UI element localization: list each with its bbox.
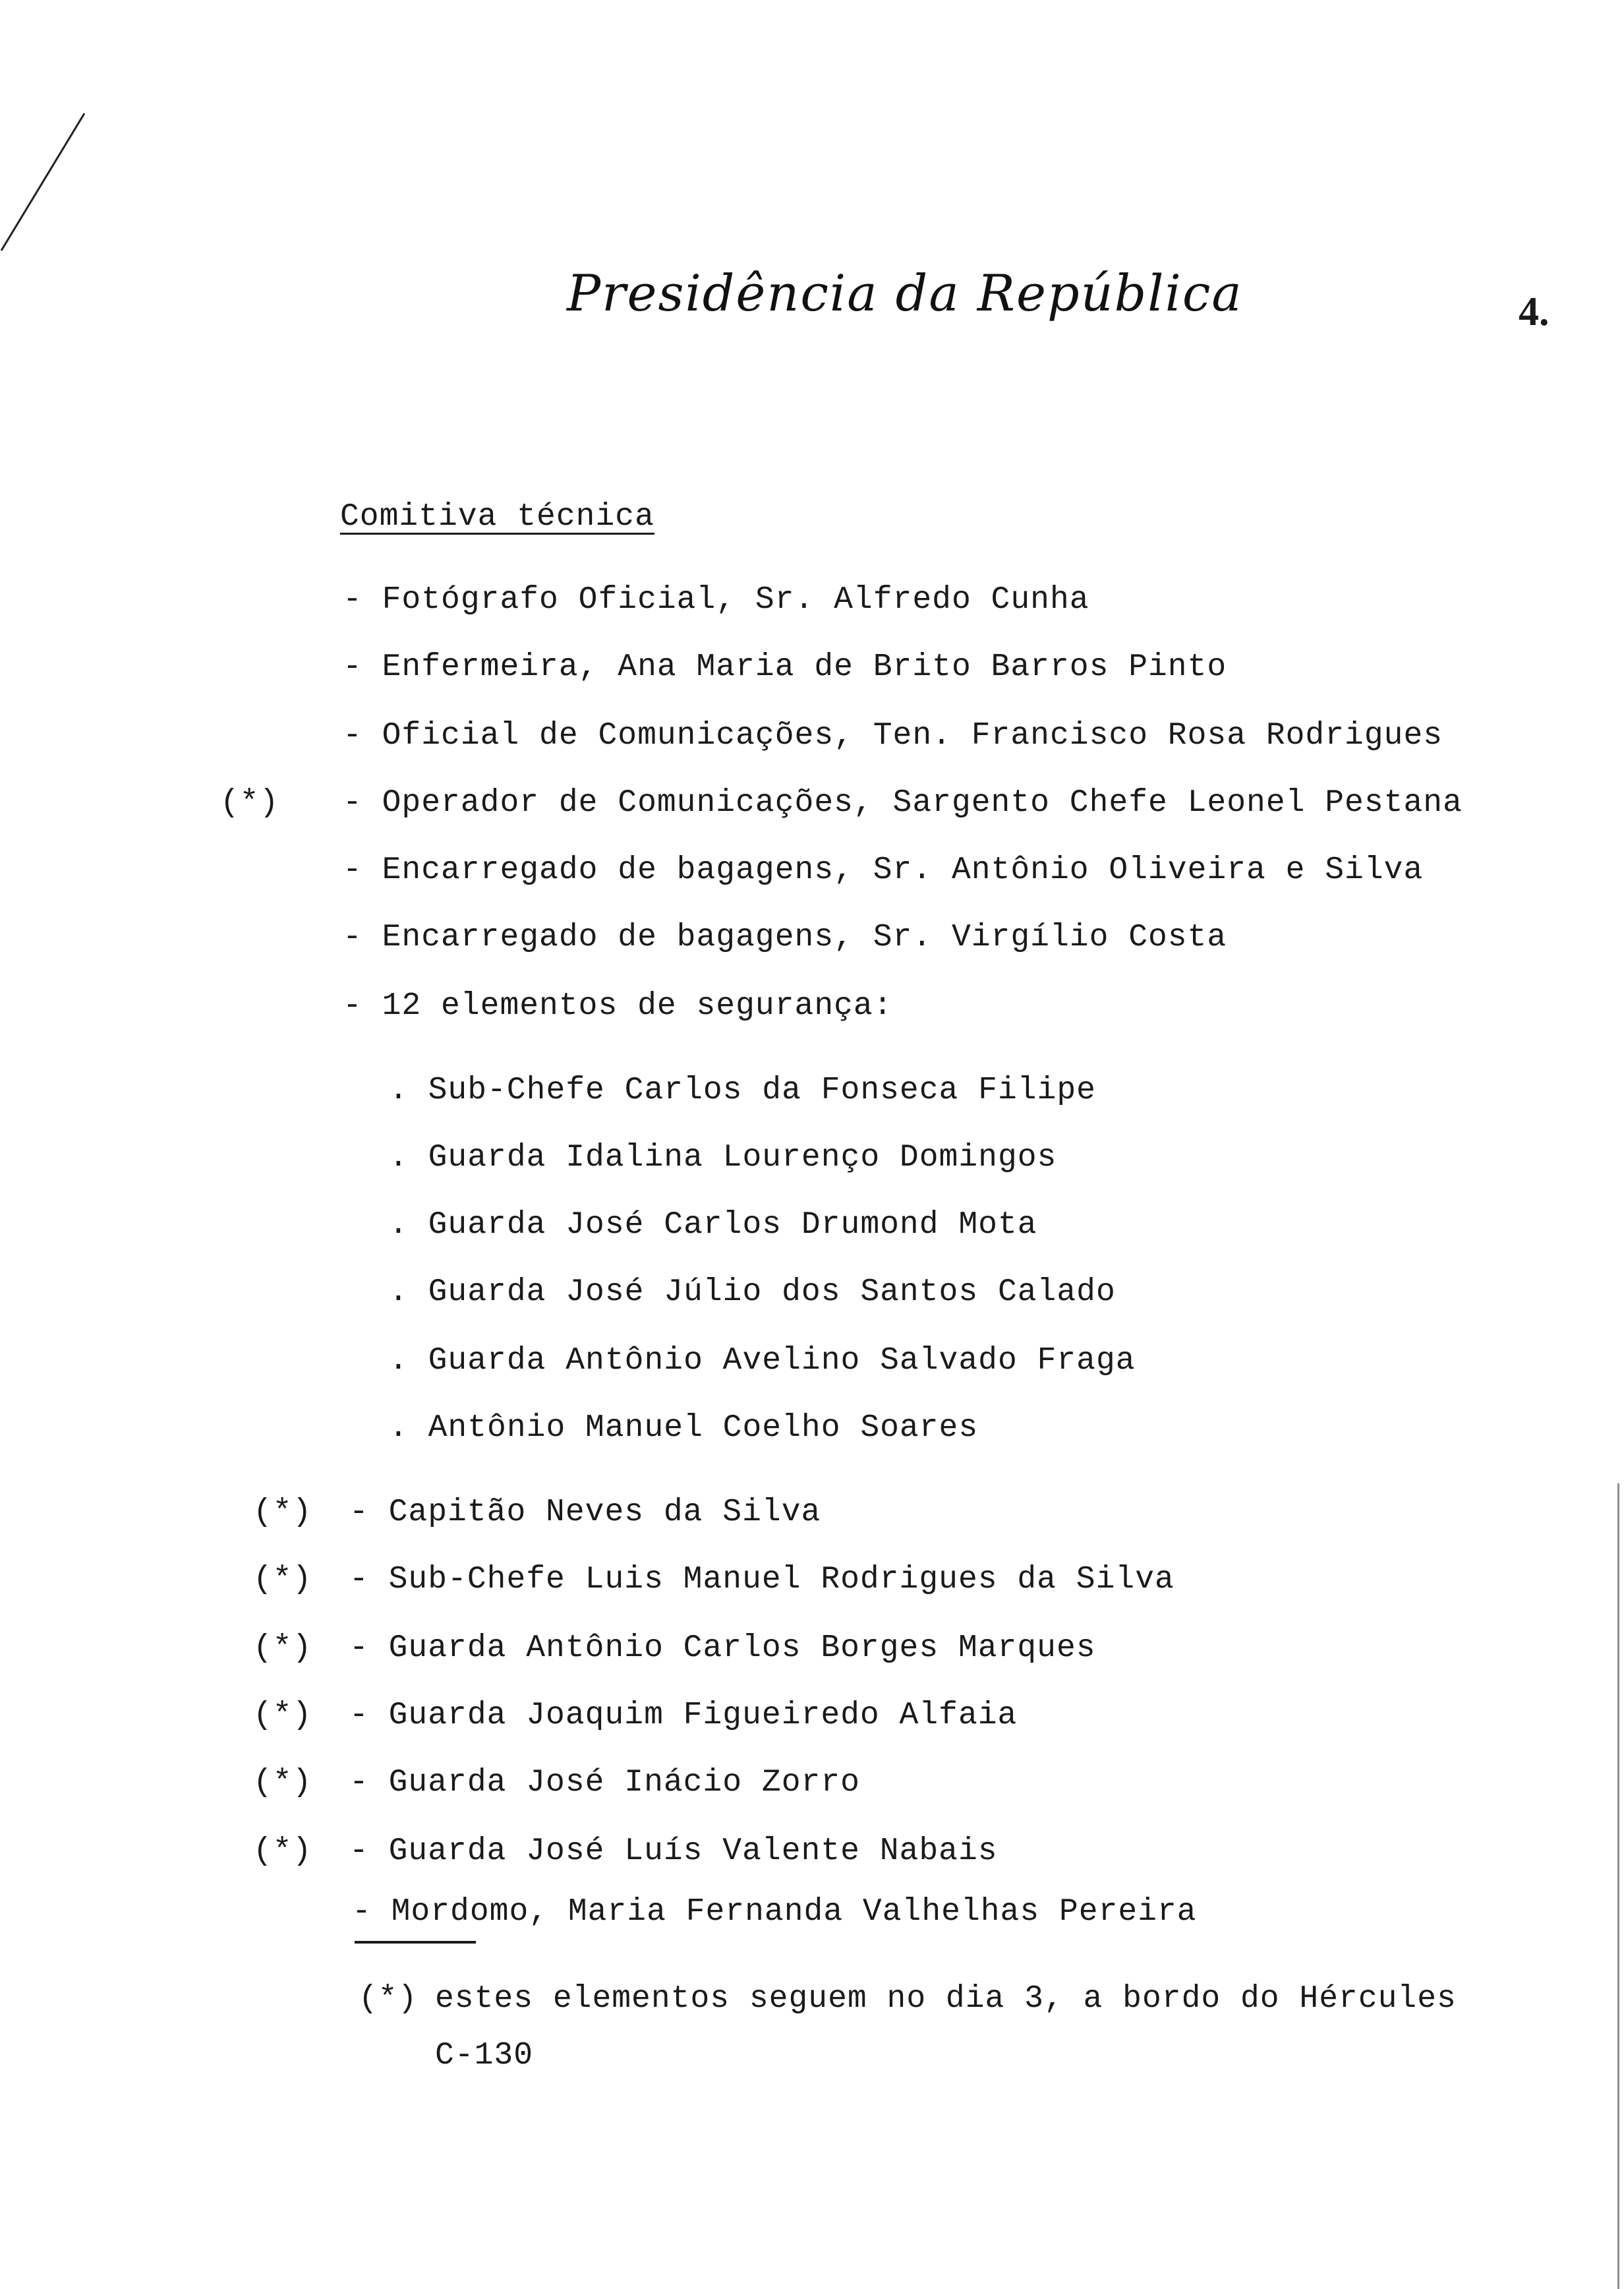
security-member: . Guarda Idalina Lourenço Domingos bbox=[389, 1140, 1057, 1175]
asterisk-marker: (*) bbox=[253, 1630, 312, 1666]
marked-member: - Guarda José Luís Valente Nabais bbox=[349, 1833, 998, 1869]
asterisk-marker: (*) bbox=[253, 1562, 312, 1597]
list-item: - Encarregado de bagagens, Sr. Antônio Oliveira e Silva bbox=[343, 852, 1424, 888]
section-title: Comitiva técnica bbox=[340, 499, 654, 535]
asterisk-marker: (*) bbox=[253, 1765, 312, 1800]
footnote-text: estes elementos seguem no dia 3, a bordo do Hércules bbox=[435, 1981, 1457, 2017]
marked-member: - Sub-Chefe Luis Manuel Rodrigues da Silva bbox=[349, 1562, 1174, 1597]
security-member: . Sub-Chefe Carlos da Fonseca Filipe bbox=[389, 1073, 1096, 1108]
divider bbox=[355, 1941, 476, 1944]
marked-member: - Guarda Joaquim Figueiredo Alfaia bbox=[349, 1698, 1018, 1733]
list-item: - Oficial de Comunicações, Ten. Francisco Rosa Rodrigues bbox=[343, 718, 1443, 754]
asterisk-marker: (*) bbox=[253, 1698, 312, 1733]
list-item: - Fotógrafo Oficial, Sr. Alfredo Cunha bbox=[343, 582, 1089, 618]
page-number: 4. bbox=[1519, 289, 1550, 334]
marked-member: - Guarda Antônio Carlos Borges Marques bbox=[349, 1630, 1096, 1666]
page-edge-mark bbox=[1617, 1483, 1619, 2289]
marked-member: - Guarda José Inácio Zorro bbox=[349, 1765, 860, 1800]
asterisk-marker: (*) bbox=[253, 1495, 312, 1530]
asterisk-marker: (*) bbox=[253, 1833, 312, 1869]
security-member: . Antônio Manuel Coelho Soares bbox=[389, 1410, 979, 1446]
security-member: . Guarda José Carlos Drumond Mota bbox=[389, 1207, 1037, 1243]
list-item: - 12 elementos de segurança: bbox=[343, 988, 893, 1024]
list-item: - Operador de Comunicações, Sargento Chefe Leonel Pestana bbox=[343, 785, 1463, 821]
security-member: . Guarda Antônio Avelino Salvado Fraga bbox=[389, 1343, 1136, 1379]
asterisk-marker: (*) bbox=[220, 785, 279, 821]
mordomo-line: - Mordomo, Maria Fernanda Valhelhas Pereira bbox=[352, 1894, 1197, 1930]
letterhead: Presidência da República bbox=[567, 264, 1243, 322]
footnote-text-continued: C-130 bbox=[435, 2038, 534, 2073]
security-member: . Guarda José Júlio dos Santos Calado bbox=[389, 1274, 1116, 1310]
list-item: - Enfermeira, Ana Maria de Brito Barros Pinto bbox=[343, 649, 1227, 685]
pen-stroke-mark bbox=[0, 0, 132, 277]
list-item: - Encarregado de bagagens, Sr. Virgílio Costa bbox=[343, 920, 1227, 955]
footnote-marker: (*) bbox=[359, 1981, 418, 2017]
marked-member: - Capitão Neves da Silva bbox=[349, 1495, 821, 1530]
